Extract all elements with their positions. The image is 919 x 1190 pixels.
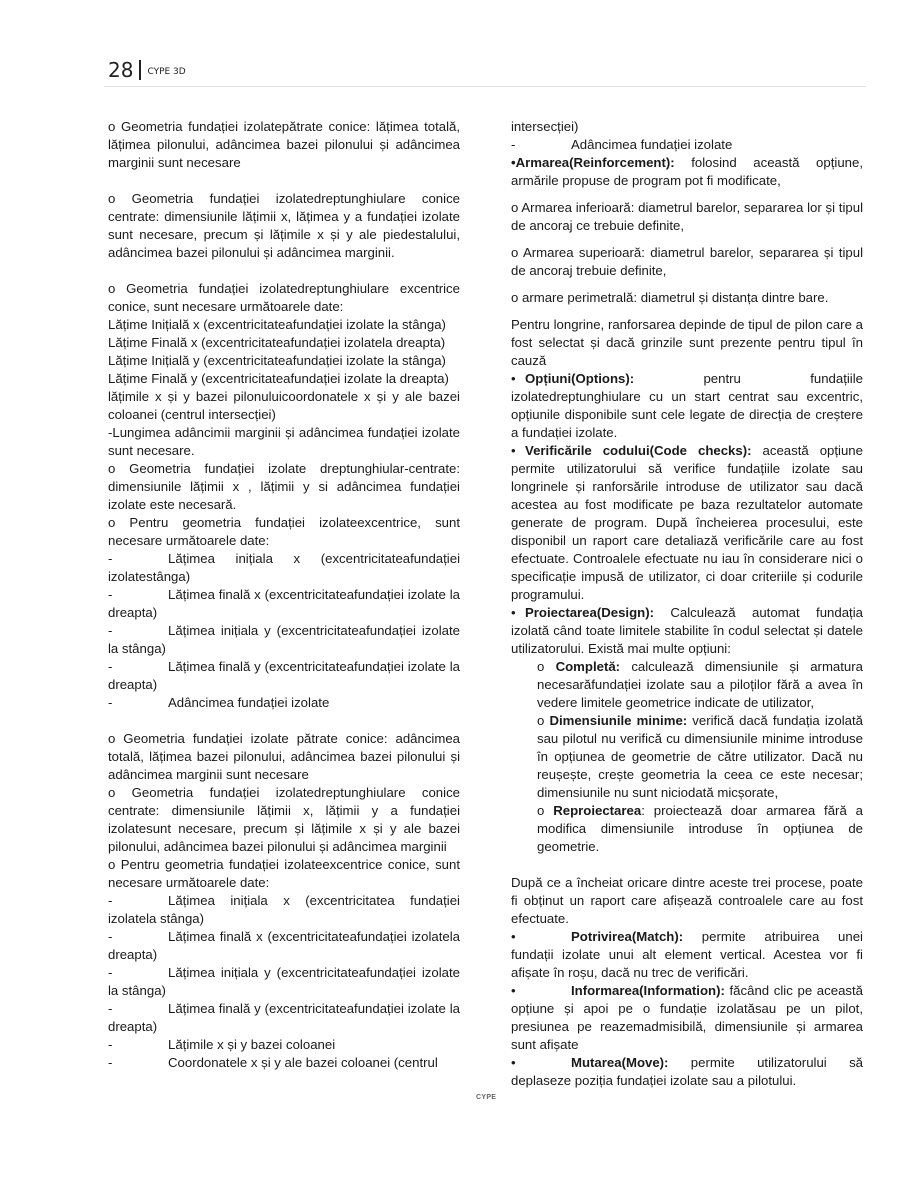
paragraph <box>511 316 863 370</box>
paragraph <box>511 1054 863 1090</box>
paragraph <box>108 622 460 658</box>
dash-marker: - <box>108 893 113 908</box>
text-run: o <box>537 659 556 674</box>
text-run: făcând clic pe această opțiune și apoi pe o fundație izolatăsau pe un pilot, presiunea pe reazemadmisibilă, dimensiunile și armarea sunt afișate <box>511 983 863 1052</box>
dash-marker: - <box>108 623 113 638</box>
paragraph <box>108 118 460 172</box>
paragraph <box>108 658 460 694</box>
text-run: Lățimea finală x (excentricitateafundației izolate la dreapta) <box>108 587 460 620</box>
page-number: 28 <box>108 58 134 82</box>
left-column <box>108 118 460 1072</box>
dash-marker: - <box>108 965 113 980</box>
text-run: o <box>537 713 550 728</box>
text-run: După ce a încheiat oricare dintre aceste trei procese, poate fi obținut un raport care afișează controalele care au fost efectuate. <box>511 875 863 926</box>
bold-term: Dimensiunile minime: <box>549 713 688 728</box>
bold-term: •Armarea(Reinforcement): <box>511 155 675 170</box>
bold-term: Opțiuni(Options): <box>525 371 635 386</box>
text-run: Lățimea inițiala y (excentricitateafundației izolate la stânga) <box>108 965 460 998</box>
text-run: Lățimea inițiala x (excentricitatea fundației izolatela stânga) <box>108 893 460 926</box>
paragraph <box>108 550 460 586</box>
bold-term: Potrivirea(Match): <box>571 929 684 944</box>
bullet-marker: • <box>511 1055 516 1070</box>
bullet-marker: • <box>511 443 516 458</box>
bullet-marker: • <box>511 605 516 620</box>
text-run: Lățimea finală y (excentricitateafundației izolate la dreapta) <box>108 659 460 692</box>
text-run: Lățime Inițială y (excentricitateafundației izolate la stânga) <box>108 353 446 368</box>
paragraph <box>108 424 460 460</box>
text-run: o <box>537 803 554 818</box>
bold-term: Mutarea(Move): <box>571 1055 669 1070</box>
page-footer: CYPE <box>476 1094 497 1101</box>
paragraph <box>511 136 863 154</box>
bold-term: Verificările codului(Code checks): <box>525 443 752 458</box>
paragraph <box>108 280 460 316</box>
text-run: Lățimea inițiala x (excentricitateafundației izolatestânga) <box>108 551 460 584</box>
text-run: Pentru longrine, ranforsarea depinde de tipul de pilon care a fost selectat și dacă grinzile sunt prezente pentru tipul în cauză <box>511 317 863 368</box>
dash-marker: - <box>108 695 113 710</box>
text-run: lățimile x și y bazei pilonuluicoordonatele x și y ale bazei coloanei (centrul intersecției) <box>108 389 460 422</box>
dash-marker: - <box>108 659 113 674</box>
text-run: -Lungimea adâncimii marginii și adâncimea fundației izolate sunt necesare. <box>108 425 460 458</box>
dash-marker: - <box>108 551 113 566</box>
paragraph <box>108 190 460 262</box>
text-run: Adâncimea fundației izolate <box>571 137 733 152</box>
right-column <box>511 118 863 1090</box>
paragraph <box>537 658 863 712</box>
text-run: această opțiune permite utilizatorului să verifice fundațiile izolate sau longrinele și ranforsările introduse de utilizator sau dacă acestea au fost modificate pe baza rezultatelor automate generate de program. După încheierea procesului, este disponibil un raport care detaliază verificările care au fost efectuate. Controalele efectuate nu iau în considerare nici o specificație impusă de utilizator, ci doar criteriile și codurile programului. <box>511 443 863 602</box>
paragraph <box>108 730 460 784</box>
paragraph <box>108 586 460 622</box>
header-divider <box>139 60 141 80</box>
paragraph <box>108 964 460 1000</box>
bold-term: Informarea(Information): <box>571 983 725 998</box>
text-run: verifică dacă fundația izolată sau pilotul nu verifică cu dimensiunile minime introduse în opțiunea de geometrie de către utilizator. Dacă nu reușește, crește geometria la ceea ce este necesar; dimensiunile nu sunt niciodată micșorate, <box>537 713 863 800</box>
text-run: Lățime Inițială x (excentricitateafundației izolate la stânga) <box>108 317 446 332</box>
paragraph <box>511 442 863 604</box>
text-run: Coordonatele x și y ale bazei coloanei (centrul <box>168 1055 438 1070</box>
paragraph <box>108 352 460 370</box>
paragraph <box>108 514 460 550</box>
paragraph <box>108 1000 460 1036</box>
paragraph <box>108 370 460 388</box>
text-run: Lățimile x și y bazei coloanei <box>168 1037 336 1052</box>
text-run: Lățime Finală x (excentricitateafundației izolatela dreapta) <box>108 335 446 350</box>
text-run: calculează dimensiunile și armatura necesarăfundației izolate sau a piloților fără a avea în vedere limitele geometrice indicate de utilizator, <box>537 659 863 710</box>
text-run: o Geometria fundației izolatedreptunghiulare conice centrate: dimensiunile lățimii x, lățimea y a fundației izolate sunt necesare, precum și lățimile x și y ale piedestalului, adâncimea bazei pilonului și adâncimea marginii. <box>108 191 460 260</box>
paragraph <box>108 1036 460 1054</box>
text-run: o armare perimetrală: diametrul și distanța dintre bare. <box>511 290 829 305</box>
paragraph <box>108 694 460 712</box>
paragraph <box>108 784 460 856</box>
header-rule <box>104 86 866 87</box>
paragraph <box>511 982 863 1054</box>
text-run: folosind această opțiune, armările propuse de program pot fi modificate, <box>511 155 863 188</box>
text-run: o Armarea superioară: diametrul barelor, separarea și tipul de ancoraj trebuie definite, <box>511 245 863 278</box>
paragraph <box>511 154 863 190</box>
text-run: : proiectează doar armarea fără a modifica dimensiunile introduse în opțiunea de geometrie. <box>537 803 863 854</box>
paragraph <box>511 118 863 136</box>
dash-marker: - <box>108 1055 113 1070</box>
paragraph <box>108 460 460 514</box>
paragraph <box>108 892 460 928</box>
dash-marker: - <box>108 1001 113 1016</box>
text-run: permite atribuirea unei fundații izolate unui alt element vertical. Acestea vor fi afișate în roșu, dacă nu trec de verificări. <box>511 929 863 980</box>
bullet-marker: • <box>511 371 516 386</box>
text-run: Lățime Finală y (excentricitateafundației izolate la dreapta) <box>108 371 449 386</box>
bold-term: Reproiectarea <box>553 803 642 818</box>
bold-term: Proiectarea(Design): <box>525 605 654 620</box>
paragraph <box>108 388 460 424</box>
text-run: Lățimea finală y (excentricitateafundației izolate la dreapta) <box>108 1001 460 1034</box>
text-run: intersecției) <box>511 119 579 134</box>
text-run: o Geometria fundației izolatepătrate conice: lățimea totală, lățimea pilonului, adâncimea bazei pilonului și adâncimea marginii sunt necesare <box>108 119 460 170</box>
paragraph <box>511 604 863 658</box>
text-run: Adâncimea fundației izolate <box>168 695 330 710</box>
text-run: o Geometria fundației izolate dreptunghiular-centrate: dimensiunile lățimii x , lățimii y si adâncimea fundației izolate este necesară. <box>108 461 460 512</box>
bold-term: Completă: <box>555 659 621 674</box>
paragraph <box>108 928 460 964</box>
text-run: o Geometria fundației izolatedreptunghiulare excentrice conice, sunt necesare următoarele date: <box>108 281 460 314</box>
paragraph <box>511 928 863 982</box>
paragraph <box>511 370 863 442</box>
dash-marker: - <box>108 1037 113 1052</box>
bullet-marker: • <box>511 983 516 998</box>
text-run: permite utilizatorului să deplaseze poziția fundației izolate sau a pilotului. <box>511 1055 863 1088</box>
text-run: o Geometria fundației izolate pătrate conice: adâncimea totală, lățimea bazei pilonului, adâncimea bazei pilonului și adâncimea marginii sunt necesare <box>108 731 460 782</box>
text-run: o Geometria fundației izolatedreptunghiulare conice centrate: dimensiunile lățimii x, lățimii y a fundației izolatesunt necesare, precum și lățimile x și y ale bazei pilonului, adâncimea bazei pilonului și adâncimea marginii <box>108 785 460 854</box>
paragraph <box>511 199 863 235</box>
paragraph <box>537 802 863 856</box>
paragraph <box>108 1054 460 1072</box>
paragraph <box>108 334 460 352</box>
dash-marker: - <box>108 587 113 602</box>
dash-marker: - <box>511 137 516 152</box>
paragraph <box>108 856 460 892</box>
paragraph <box>511 874 863 928</box>
paragraph <box>537 712 863 802</box>
paragraph <box>511 244 863 280</box>
bullet-marker: • <box>511 929 516 944</box>
text-run: Lățimea inițiala y (excentricitateafundației izolate la stânga) <box>108 623 460 656</box>
page-header <box>108 58 186 82</box>
paragraph <box>108 316 460 334</box>
paragraph <box>511 289 863 307</box>
dash-marker: - <box>108 929 113 944</box>
text-run: o Pentru geometria fundației izolateexcentrice conice, sunt necesare următoarele date: <box>108 857 460 890</box>
text-run: pentru fundațiile izolatedreptunghiulare cu un start centrat sau excentric, opțiunile disponibile sunt cele legate de direcția de creștere a fundației izolate. <box>511 371 863 440</box>
text-run: Calculează automat fundația izolată când toate limitele stabilite în codul selectat și datele utilizatorului. Există mai multe opțiuni: <box>511 605 863 656</box>
text-run: Lățimea finală x (excentricitateafundației izolatela dreapta) <box>108 929 460 962</box>
text-run: o Armarea inferioară: diametrul barelor, separarea lor și tipul de ancoraj ce trebuie definite, <box>511 200 863 233</box>
text-run: o Pentru geometria fundației izolateexcentrice, sunt necesare următoarele date: <box>108 515 460 548</box>
running-title: CYPE 3D <box>147 66 186 77</box>
